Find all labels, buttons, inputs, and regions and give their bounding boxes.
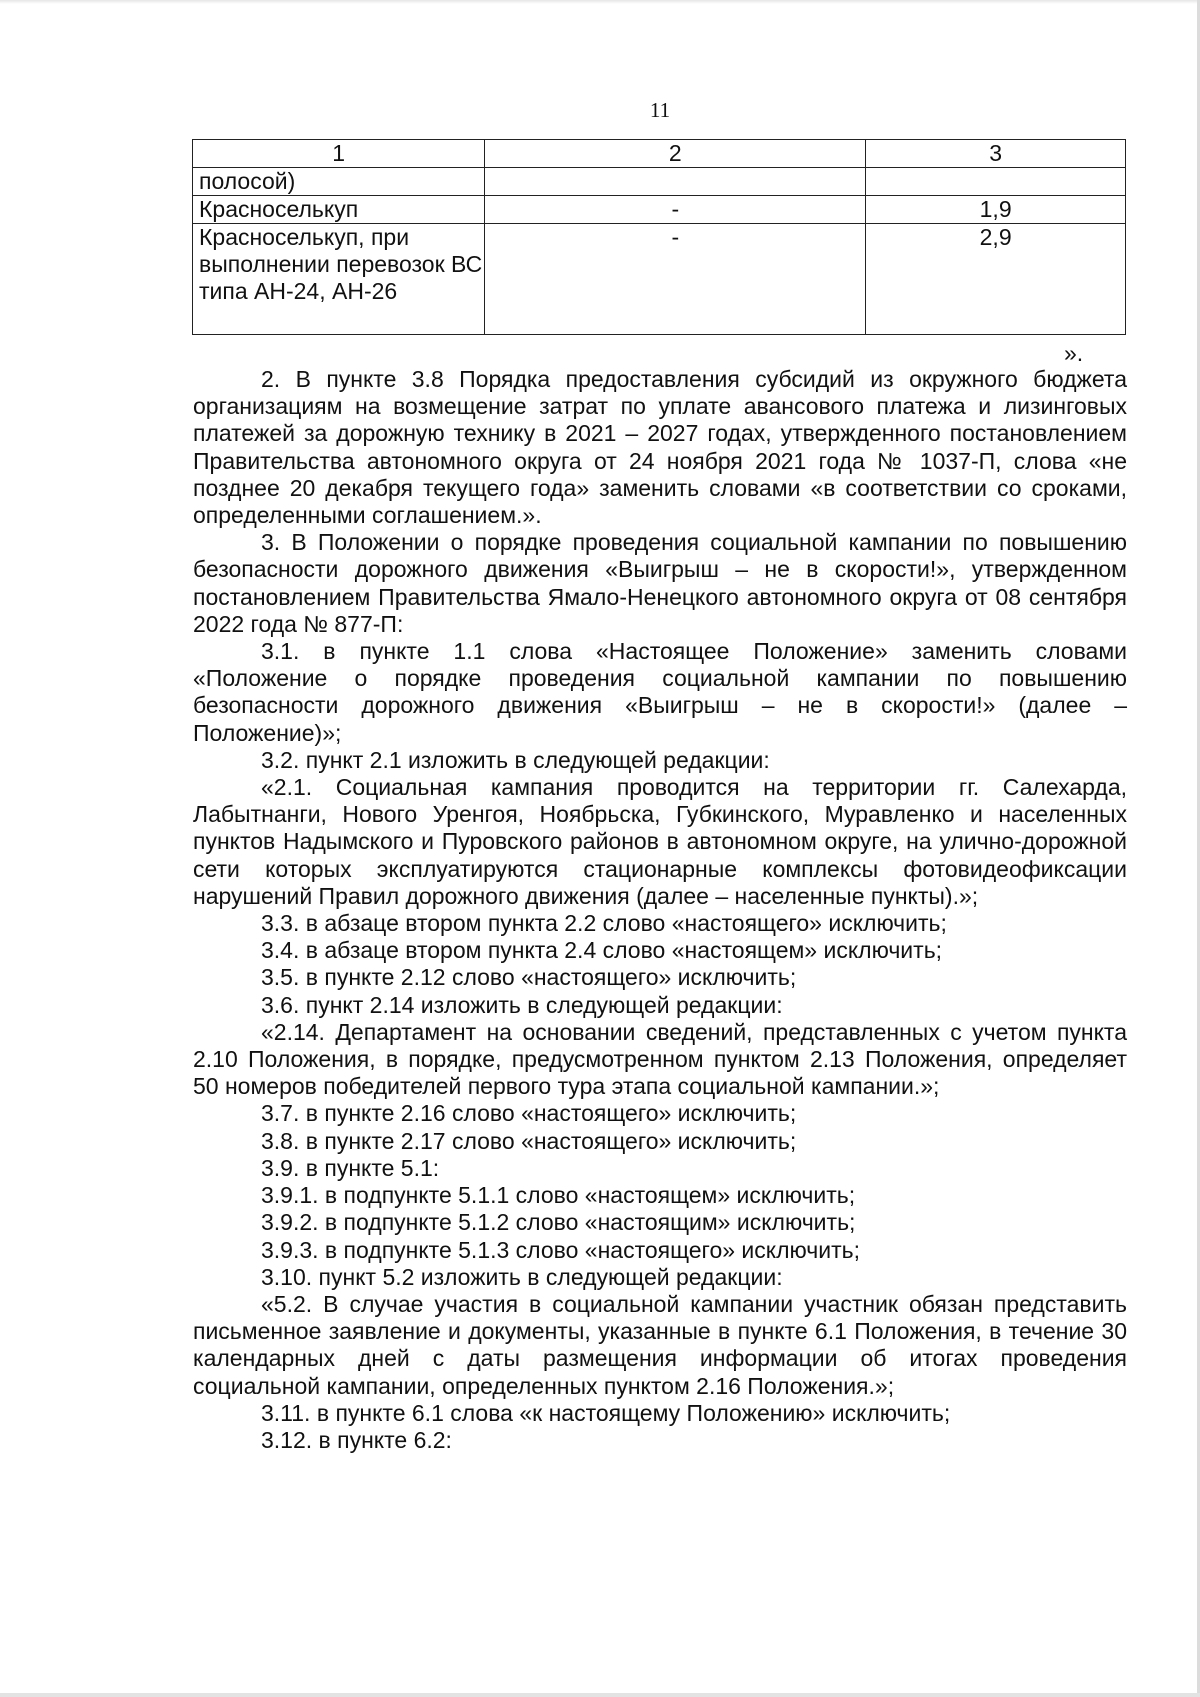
table-header-cell: 1 — [193, 140, 485, 168]
table-cell: 2,9 — [866, 224, 1126, 335]
table-cell: - — [485, 196, 866, 224]
table-cell: Красноселькуп — [193, 196, 485, 224]
paragraph: 3.9.3. в подпункте 5.1.3 слово «настоящего» исключить; — [261, 1236, 860, 1263]
paragraph: 3.4. в абзаце втором пункта 2.4 слово «настоящем» исключить; — [261, 937, 943, 964]
document-body — [193, 366, 1127, 1454]
paragraph: 3.3. в абзаце втором пункта 2.2 слово «настоящего» исключить; — [261, 910, 947, 937]
page-number: 11 — [649, 98, 671, 122]
coefficient-table — [192, 139, 1126, 335]
paragraph: 2. В пункте 3.8 Порядка предоставления субсидий из окружного бюджета организациям на возмещение затрат по уплате авансового платежа и лизинговых платежей за дорожную технику в 2021 – 2027 годах, утвержденного постановлением Правительства автономного округа от 24 ноября 2021 года № 1037-П, слова «не позднее 20 декабря текущего года» заменить словами «в соответствии со сроками, определенными соглашением.». — [193, 366, 1127, 529]
paragraph: 3.1. в пункте 1.1 слова «Настоящее Положение» заменить словами «Положение о порядке проведения социальной кампании по повышению безопасности дорожного движения «Выигрыш – не в скорости!» (далее – Положение)»; — [193, 638, 1127, 746]
paragraph: 3.10. пункт 5.2 изложить в следующей редакции: — [261, 1263, 783, 1290]
table-header-cell: 2 — [485, 140, 866, 168]
paragraph: 3.8. в пункте 2.17 слово «настоящего» исключить; — [261, 1127, 797, 1154]
paragraph: «2.1. Социальная кампания проводится на территории гг. Салехарда, Лабытнанги, Нового Уренгоя, Ноябрьска, Губкинского, Муравленко и населенных пунктов Надымского и Пуровского районов в автономном округе, на улично-дорожной сети которых эксплуатируются стационарные комплексы фотовидеофиксации нарушений Правил дорожного движения (далее – населенные пункты).»; — [193, 774, 1127, 909]
paragraph: 3.5. в пункте 2.12 слово «настоящего» исключить; — [261, 964, 797, 991]
paragraph: 3. В Положении о порядке проведения социальной кампании по повышению безопасности дорожного движения «Выигрыш – не в скорости!», утвержденном постановлением Правительства Ямало-Ненецкого автономного округа от 08 сентября 2022 года № 877-П: — [193, 529, 1127, 637]
paragraph: 3.7. в пункте 2.16 слово «настоящего» исключить; — [261, 1100, 797, 1127]
paragraph: «5.2. В случае участия в социальной кампании участник обязан представить письменное заявление и документы, указанные в пункте 6.1 Положения, в течение 30 календарных дней с даты размещения информации об итогах проведения социальной кампании, определенных пунктом 2.16 Положения.»; — [193, 1290, 1127, 1399]
paragraph: «2.14. Департамент на основании сведений, представленных с учетом пункта 2.10 Положения, в порядке, предусмотренном пунктом 2.13 Положения, определяет 50 номеров победителей первого тура этапа социальной кампании.»; — [193, 1018, 1127, 1100]
table-cell: - — [485, 224, 866, 335]
paragraph: 3.11. в пункте 6.1 слова «к настоящему Положению» исключить; — [261, 1399, 951, 1426]
paragraph: 3.9. в пункте 5.1: — [261, 1154, 440, 1181]
table-header-row — [193, 140, 1126, 168]
scan-edge-bottom — [0, 1693, 1200, 1697]
paragraph: 3.6. пункт 2.14 изложить в следующей редакции: — [261, 991, 783, 1018]
paragraph: 3.2. пункт 2.1 изложить в следующей редакции: — [261, 746, 770, 773]
table-cell — [866, 168, 1126, 196]
paragraph: 3.9.2. в подпункте 5.1.2 слово «настоящим» исключить; — [261, 1209, 856, 1236]
table-cell: полосой) — [193, 168, 485, 196]
paragraph: 3.12. в пункте 6.2: — [261, 1426, 452, 1453]
paragraph: 3.9.1. в подпункте 5.1.1 слово «настоящем» исключить; — [261, 1182, 856, 1209]
table-cell: Красноселькуп, при выполнении перевозок ВС типа АН-24, АН-26 — [193, 224, 485, 335]
table-row — [193, 224, 1126, 335]
table-closing-quote: ». — [1064, 340, 1084, 366]
scan-edge-top — [0, 0, 1200, 4]
table-cell — [485, 168, 866, 196]
table-header-cell: 3 — [866, 140, 1126, 168]
table-cell: 1,9 — [866, 196, 1126, 224]
table-row — [193, 196, 1126, 224]
table-row — [193, 168, 1126, 196]
